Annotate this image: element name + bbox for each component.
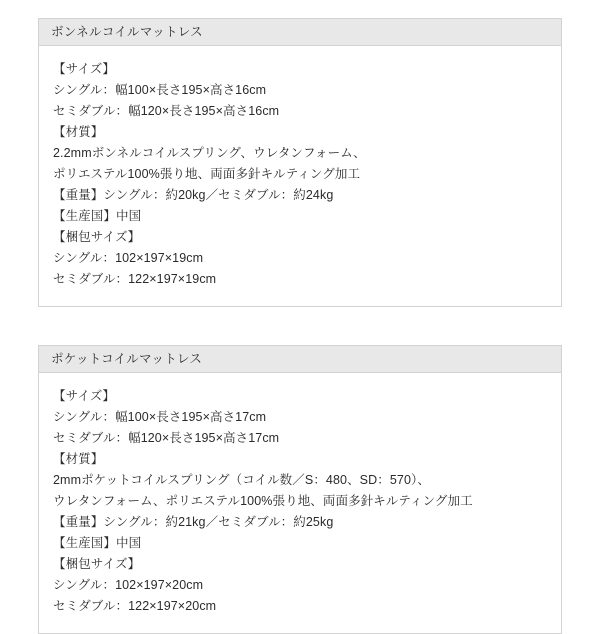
spec-card-title: ポケットコイルマットレス (51, 351, 203, 366)
spec-line: セミダブル：122×197×19cm (53, 272, 217, 286)
spec-line: 【材質】 (53, 452, 104, 466)
spec-line: 【梱包サイズ】 (53, 557, 141, 571)
spec-line: シングル：幅100×長さ195×高さ16cm (53, 83, 267, 97)
spec-line: 【生産国】中国 (53, 536, 142, 550)
spec-line: 【サイズ】 (53, 62, 116, 76)
spec-line: シングル：102×197×20cm (53, 578, 204, 592)
spec-line: 【梱包サイズ】 (53, 230, 141, 244)
spec-line: 2mmポケットコイルスプリング（コイル数／S：480、SD：570）、 (53, 473, 430, 487)
spec-line: 【重量】シングル：約21kg／セミダブル：約25kg (53, 515, 334, 529)
spec-line: 【生産国】中国 (53, 209, 142, 223)
spec-line: シングル：102×197×19cm (53, 251, 204, 265)
spec-card-header (39, 346, 561, 373)
spec-line: 2.2mmボンネルコイルスプリング、ウレタンフォーム、 (53, 146, 366, 160)
spec-line: 【サイズ】 (53, 389, 116, 403)
spec-line: シングル：幅100×長さ195×高さ17cm (53, 410, 267, 424)
spec-card-pocket-coil-mattress (38, 345, 562, 634)
spec-line: セミダブル：122×197×20cm (53, 599, 217, 613)
spec-line: 【材質】 (53, 125, 104, 139)
spec-card-title: ボンネルコイルマットレス (51, 24, 203, 39)
spec-line: セミダブル：幅120×長さ195×高さ16cm (53, 104, 280, 118)
spec-card-body (39, 373, 561, 633)
spec-line: ウレタンフォーム、ポリエステル100%張り地、両面多針キルティング加工 (53, 494, 473, 508)
spec-line: セミダブル：幅120×長さ195×高さ17cm (53, 431, 280, 445)
spec-line: 【重量】シングル：約20kg／セミダブル：約24kg (53, 188, 334, 202)
spec-card-bonnell-coil-mattress (38, 18, 562, 307)
spec-line: ポリエステル100%張り地、両面多針キルティング加工 (53, 167, 361, 181)
spec-card-body (39, 46, 561, 306)
spec-card-header (39, 19, 561, 46)
